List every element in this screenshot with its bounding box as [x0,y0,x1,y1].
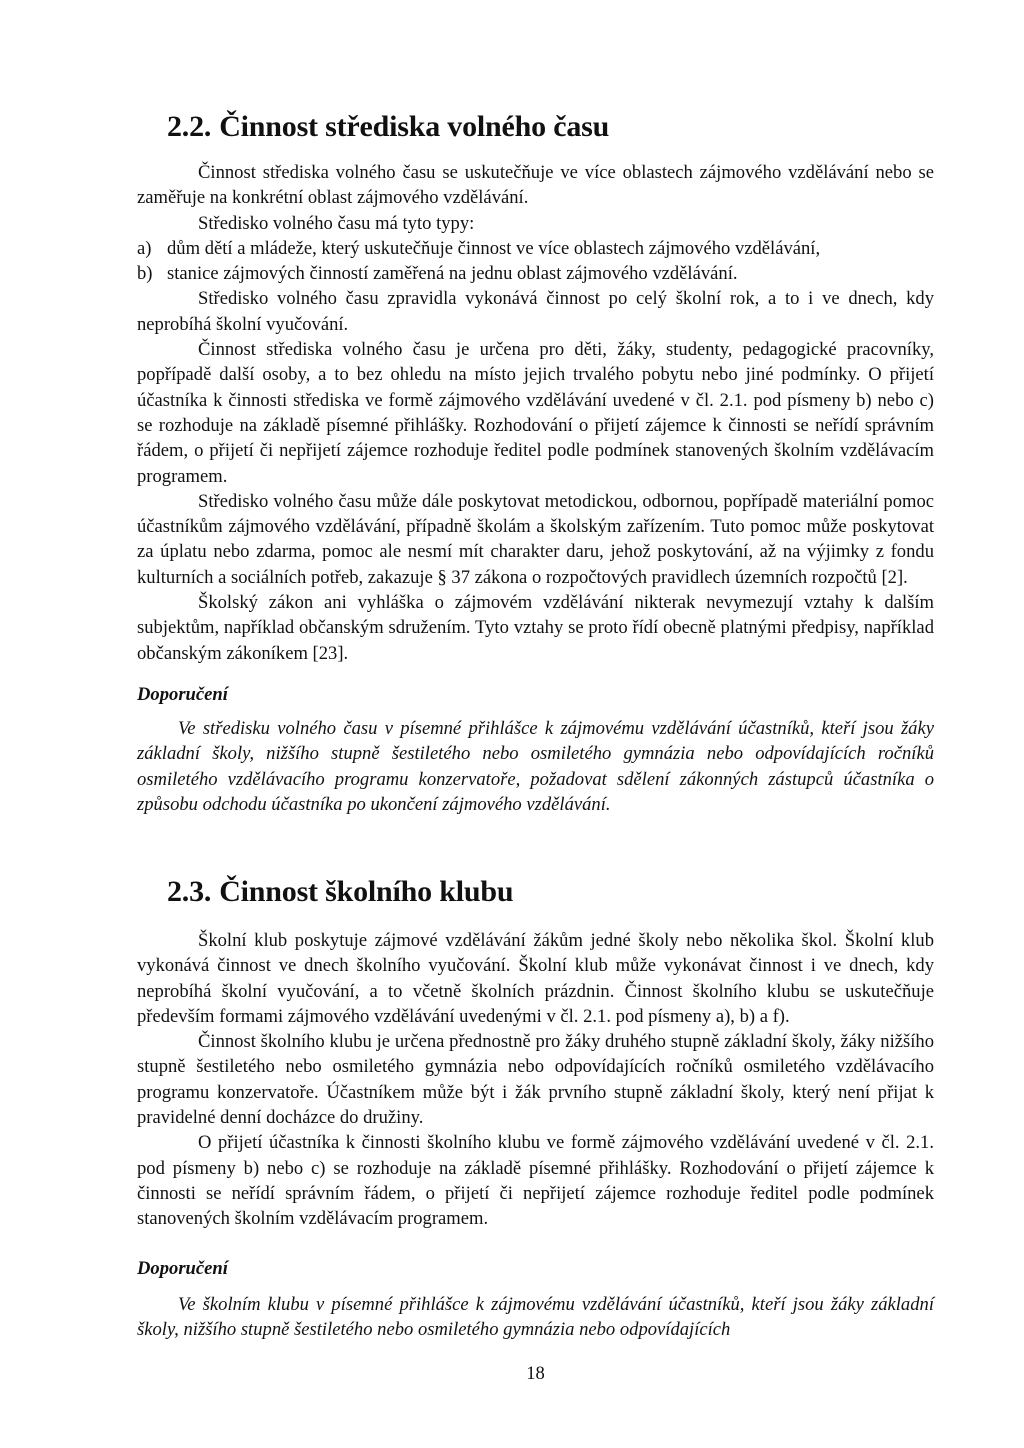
section-heading-2-3 [167,875,513,909]
paragraph: Středisko volného času zpravidla vykonává činnost po celý školní rok, a to i ve dnech, kdy neprobíhá školní vyučování. [137,288,934,335]
list-item-text: dům dětí a mládeže, který uskutečňuje činnost ve více oblastech zájmového vzdělávání, [167,237,821,259]
paragraph: Středisko volného času může dále poskytovat metodickou, odbornou, popřípadě materiální pomoc účastníkům zájmového vzdělávání, případně školám a školským zařízením. Tuto pomoc může poskytovat za úplatu nebo zdarma, pomoc ale nesmí mít charakter daru, jehož poskytování, až na výjimky z fondu kulturních a sociálních potřeb, zakazuje § 37 zákona o rozpočtových pravidlech územních rozpočtů [2]. [137,490,934,588]
list-item-text: stanice zájmových činností zaměřená na jednu oblast zájmového vzdělávání. [167,263,738,285]
paragraph: Činnost školního klubu je určena přednostně pro žáky druhého stupně základní školy, žáky nižšího stupně šestiletého nebo osmiletého gymnázia nebo odpovídajících ročníků osmiletého vzdělávacího programu konzervatoře. Účastníkem může být i žák prvního stupně základní školy, který není přijat k pravidelné denní docházce do družiny. [137,1031,934,1129]
list-marker: a) [137,237,152,259]
section-body-2-3 [137,928,934,1232]
paragraph: Činnost střediska volného času se uskutečňuje ve více oblastech zájmového vzdělávání nebo se zaměřuje na konkrétní oblast zájmového vzdělávání. [137,162,934,209]
list-item [137,261,934,286]
recommendation-heading: Doporučení [137,684,228,705]
section-title: Činnost střediska volného času [219,110,610,143]
section-number: 2.3. [167,875,212,908]
paragraph: Školský zákon ani vyhláška o zájmovém vzdělávání nikterak nevymezují vztahy k dalším subjektům, například občanským sdružením. Tyto vztahy se proto řídí obecně platnými předpisy, například občanským zákoníkem [23]. [137,592,934,664]
section-title: Činnost školního klubu [219,875,514,908]
page-number: 18 [526,1363,545,1384]
section-number: 2.2. [167,110,212,143]
list-item [137,236,934,261]
document-page [137,0,934,1448]
paragraph: O přijetí účastníka k činnosti školního klubu ve formě zájmového vzdělávání uvedené v čl. 2.1. pod písmeny b) nebo c) se rozhoduje na základě písemné přihlášky. Rozhodování o přijetí zájemce k činnosti se neřídí správním řádem, o přijetí či nepřijetí zájemce rozhoduje ředitel podle podmínek stanovených školním vzdělávacím programem. [137,1132,934,1230]
paragraph: Středisko volného času má tyto typy: [198,212,475,234]
paragraph: Činnost střediska volného času je určena pro děti, žáky, studenty, pedagogické pracovníky, popřípadě další osoby, a to bez ohledu na místo jejich trvalého pobytu nebo jiné podmínky. O přijetí účastníka k činnosti střediska ve formě zájmového vzdělávání uvedené v čl. 2.1. pod písmeny b) nebo c) se rozhoduje na základě písemné přihlášky. Rozhodování o přijetí zájemce k činnosti se neřídí správním řádem, o přijetí či nepřijetí zájemce rozhoduje ředitel podle podmínek stanovených školním vzdělávacím programem. [137,339,934,487]
section-heading-2-2 [167,110,609,144]
section-body-2-2 [137,160,934,666]
list-marker: b) [137,263,153,285]
recommendation-heading: Doporučení [137,1258,228,1279]
paragraph: Školní klub poskytuje zájmové vzdělávání žákům jedné školy nebo několika škol. Školní klub vykonává činnost ve dnech školního vyučování. Školní klub může vykonávat činnost i ve dnech, kdy neprobíhá školní vyučování, a to včetně školních prázdnin. Činnost školního klubu se uskutečňuje především formami zájmového vzdělávání uvedenými v čl. 2.1. pod písmeny a), b) a f). [137,930,934,1027]
recommendation-text: Ve školním klubu v písemné přihlášce k zájmovému vzdělávání účastníků, kteří jsou žáky základní školy, nižšího stupně šestiletého nebo osmiletého gymnázia nebo odpovídajících [137,1294,934,1341]
recommendation-text: Ve středisku volného času v písemné přihlášce k zájmovému vzdělávání účastníků, kteří jsou žáky základní školy, nižšího stupně šestiletého nebo osmiletého gymnázia nebo odpovídajících ročníků osmiletého vzdělávacího programu konzervatoře, požadovat sdělení zákonných zástupců účastníka o způsobu odchodu účastníka po ukončení zájmového vzdělávání. [137,718,934,815]
